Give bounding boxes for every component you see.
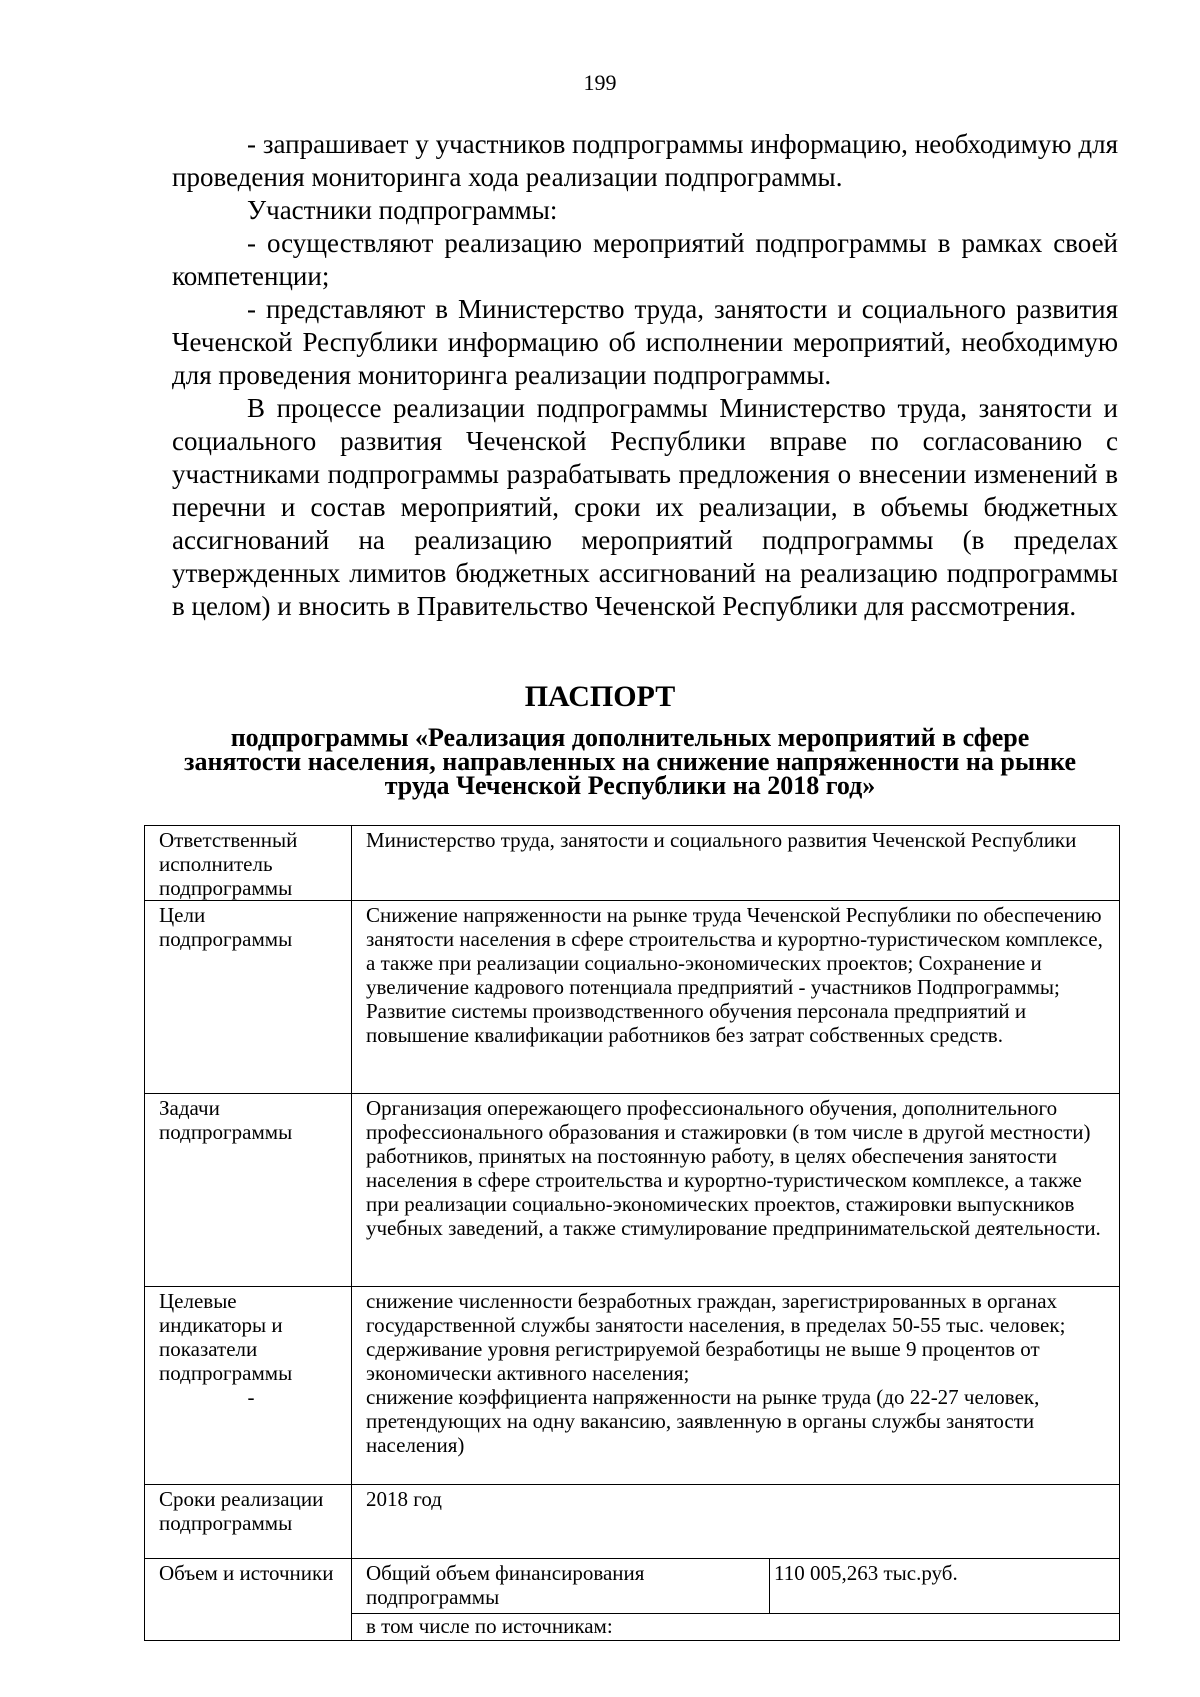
row-label xyxy=(145,1287,352,1485)
finance-value: 110 005,263 тыс.руб. xyxy=(770,1559,1120,1613)
finance-table xyxy=(352,1559,1119,1639)
row-value xyxy=(352,1287,1120,1485)
indicator-line-3: снижение коэффициента напряженности на рынке труда (до 22-27 человек, претендующих на одну вакансию, заявленную в органы службы занятости населения) xyxy=(366,1385,1040,1457)
row-value: 2018 год xyxy=(352,1485,1120,1559)
row-label-text: Целевые индикаторы и показатели подпрограммы xyxy=(159,1289,293,1385)
finance-label: Общий объем финансирования подпрограммы xyxy=(352,1559,770,1613)
row-label: Ответственный исполнитель подпрограммы xyxy=(145,826,352,901)
table-row xyxy=(145,901,1120,1094)
row-value: Организация опережающего профессионального обучения, дополнительного профессионального образования и стажировки (в том числе в другой местности) работников, принятых на постоянную работу, в целях обеспечения занятости населения в сфере строительства и курортно-туристическом комплексе, а также при реализации социально-экономических проектов, стажировки выпускников учебных заведений, а также стимулирование предпринимательской деятельности. xyxy=(352,1094,1120,1287)
passport-title: ПАСПОРТ xyxy=(524,680,676,713)
body-text xyxy=(172,128,1118,623)
paragraph-1: - запрашивает у участников подпрограммы информацию, необходимую для проведения мониторинга хода реализации подпрограммы. xyxy=(172,129,1118,192)
sources-label: в том числе по источникам: xyxy=(366,1613,613,1638)
table-row xyxy=(145,1094,1120,1287)
indicator-line-2: сдерживание уровня регистрируемой безработицы не выше 9 процентов от экономически активного населения; xyxy=(366,1337,1040,1385)
table-row xyxy=(145,1287,1120,1485)
passport-table xyxy=(144,825,1120,1641)
indicator-line-1: снижение численности безработных граждан, зарегистрированных в органах государственной службы занятости населения, в пределах 50-55 тыс. человек; xyxy=(366,1289,1066,1337)
passport-subtitle: подпрограммы «Реализация дополнительных мероприятий в сфере занятости населения, направленных на снижение напряженности на рынке труда Чеченской Республики на 2018 год» xyxy=(184,723,1076,800)
finance-cell xyxy=(352,1559,1120,1641)
row-label-dash: - xyxy=(247,1385,255,1409)
row-label: Задачи подпрограммы xyxy=(145,1094,352,1287)
table-row xyxy=(145,1485,1120,1559)
table-row xyxy=(145,826,1120,901)
paragraph-2: Участники подпрограммы: xyxy=(247,195,558,225)
paragraph-4: - представляют в Министерство труда, занятости и социального развития Чеченской Республики информацию об исполнении мероприятий, необходимую для проведения мониторинга реализации подпрограммы. xyxy=(172,294,1118,390)
row-label: Объем и источники xyxy=(145,1559,352,1641)
paragraph-3: - осуществляют реализацию мероприятий подпрограммы в рамках своей компетенции; xyxy=(172,228,1118,291)
row-value: Министерство труда, занятости и социального развития Чеченской Республики xyxy=(352,826,1120,901)
page-number: 199 xyxy=(583,70,617,95)
row-value: Снижение напряженности на рынке труда Чеченской Республики по обеспечению занятости населения в сфере строительства и курортно-туристическом комплексе, а также при реализации социально-экономических проектов; Сохранение и увеличение кадрового потенциала предприятий - участников Подпрограммы; Развитие системы производственного обучения персонала предприятий и повышение квалификации работников без затрат собственных средств. xyxy=(352,901,1120,1094)
paragraph-5: В процессе реализации подпрограммы Министерство труда, занятости и социального развития Чеченской Республики вправе по согласованию с участниками подпрограммы разрабатывать предложения о внесении изменений в перечни и состав мероприятий, сроки их реализации, в объемы бюджетных ассигнований на реализацию мероприятий подпрограммы (в пределах утвержденных лимитов бюджетных ассигнований на реализацию подпрограммы в целом) и вносить в Правительство Чеченской Республики для рассмотрения. xyxy=(172,393,1118,621)
table-row xyxy=(145,1559,1120,1641)
finance-row xyxy=(352,1559,1119,1613)
row-label: Цели подпрограммы xyxy=(145,901,352,1094)
finance-row xyxy=(352,1613,1119,1639)
row-label: Сроки реализации подпрограммы xyxy=(145,1485,352,1559)
